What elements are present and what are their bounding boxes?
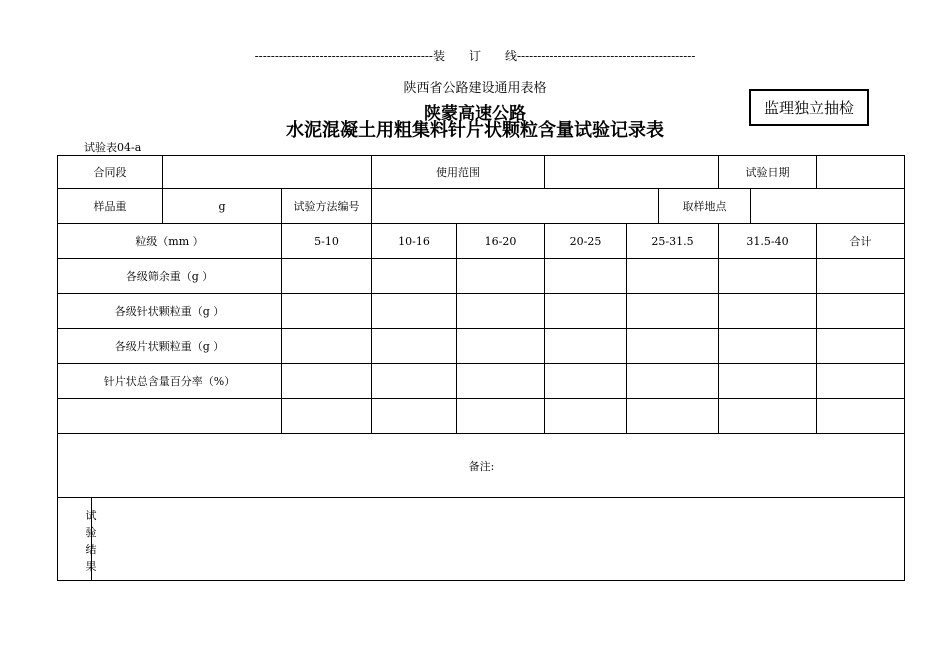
row-label [58,399,282,434]
remarks-field[interactable] [58,434,905,498]
data-cell[interactable] [457,259,545,294]
sample-weight-label: 样品重 [58,189,163,224]
contract-label: 合同段 [58,156,163,189]
table-row [58,294,905,329]
form-subtitle: 陕西省公路建设通用表格 [403,81,547,96]
data-cell[interactable] [372,259,457,294]
row-label: 针片状总含量百分率（%） [58,364,282,399]
contract-field[interactable] [163,156,372,189]
data-cell[interactable] [719,329,817,364]
table-row [58,399,905,434]
page-title: 水泥混凝土用粗集料针片状颗粒含量试验记录表 [286,120,664,141]
grade-column-header: 10-16 [372,224,457,259]
data-cell[interactable] [627,364,719,399]
data-cell[interactable] [282,259,372,294]
data-cell[interactable] [282,329,372,364]
method-field[interactable] [372,189,659,224]
data-cell[interactable] [545,364,627,399]
row-label: 各级针状颗粒重（g ） [58,294,282,329]
data-cell[interactable] [627,259,719,294]
data-cell[interactable] [545,329,627,364]
data-cell[interactable] [372,329,457,364]
total-column-header: 合计 [817,224,905,259]
data-cell[interactable] [627,399,719,434]
data-cell[interactable] [719,294,817,329]
data-cell[interactable] [282,364,372,399]
table-row [58,329,905,364]
contract-row [58,156,905,189]
grade-header-row [58,224,905,259]
data-cell[interactable] [817,329,905,364]
usage-label: 使用范围 [372,156,545,189]
data-cell[interactable] [627,329,719,364]
data-cell[interactable] [372,399,457,434]
binding-line: --------------------------------------------装 订 线-------------------------------------------- [254,49,696,63]
grade-column-header: 5-10 [282,224,372,259]
data-cell[interactable] [817,294,905,329]
form-number: 试验表04-a [84,141,142,154]
data-cell[interactable] [372,364,457,399]
remarks-row [58,434,905,498]
data-cell[interactable] [282,294,372,329]
grade-column-header: 25-31.5 [627,224,719,259]
table-row [58,364,905,399]
usage-field[interactable] [545,156,719,189]
result-label: 试验结果 [85,509,97,573]
data-cell[interactable] [545,294,627,329]
record-table [57,155,905,581]
method-label: 试验方法编号 [282,189,372,224]
data-cell[interactable] [457,364,545,399]
sample-row [58,189,905,224]
inspection-stamp: 监理独立抽检 [749,89,869,126]
data-cell[interactable] [719,364,817,399]
location-label: 取样地点 [659,189,751,224]
grade-column-header: 16-20 [457,224,545,259]
sample-weight-field[interactable]: g [163,189,282,224]
remarks-label: 备注: [468,459,495,473]
data-cell[interactable] [719,259,817,294]
data-cell[interactable] [719,399,817,434]
data-cell[interactable] [817,364,905,399]
project-name: 陕蒙高速公路 [424,104,526,124]
row-label: 各级片状颗粒重（g ） [58,329,282,364]
data-cell[interactable] [545,399,627,434]
date-label: 试验日期 [719,156,817,189]
data-cell[interactable] [457,399,545,434]
grade-column-header: 31.5-40 [719,224,817,259]
data-cell[interactable] [627,294,719,329]
date-field[interactable] [817,156,905,189]
result-field[interactable] [58,498,905,581]
grade-column-header: 20-25 [545,224,627,259]
data-cell[interactable] [372,294,457,329]
grade-label: 粒级（mm ） [58,224,282,259]
row-label: 各级筛余重（g ） [58,259,282,294]
data-cell[interactable] [545,259,627,294]
data-cell[interactable] [817,259,905,294]
data-cell[interactable] [282,399,372,434]
result-row [58,498,905,581]
table-row [58,259,905,294]
data-cell[interactable] [817,399,905,434]
location-field[interactable] [751,189,905,224]
data-cell[interactable] [457,329,545,364]
data-cell[interactable] [457,294,545,329]
